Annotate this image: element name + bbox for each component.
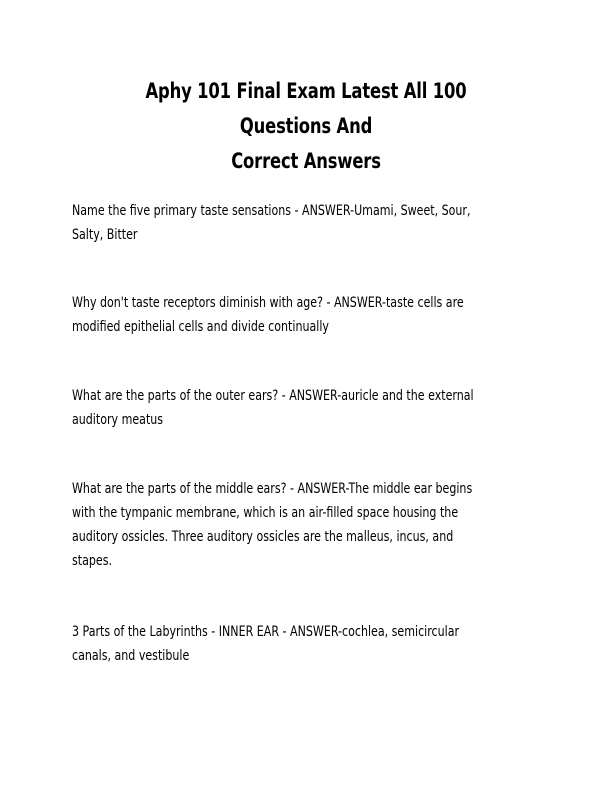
qa-line: What are the parts of the outer ears? - ANSWER-auricle and the external (72, 388, 474, 404)
qa-line: Salty, Bitter (72, 227, 138, 243)
qa-line: auditory meatus (72, 412, 164, 428)
qa-line: stapes. (72, 553, 112, 569)
qa-item-taste-receptors (72, 291, 546, 339)
title-line-2: Correct Answers (231, 149, 381, 173)
qa-item-middle-ear (72, 477, 546, 573)
qa-line: auditory ossicles. Three auditory ossicles are the malleus, incus, and (72, 529, 454, 545)
qa-line: 3 Parts of the Labyrinths - INNER EAR - ANSWER-cochlea, semicircular (72, 624, 460, 640)
qa-line: Name the five primary taste sensations - ANSWER-Umami, Sweet, Sour, (72, 203, 471, 219)
title-line-1: Aphy 101 Final Exam Latest All 100 Questions And (145, 79, 467, 138)
qa-item-outer-ear (72, 384, 546, 432)
qa-item-labyrinths (72, 620, 546, 668)
qa-line: canals, and vestibule (72, 648, 190, 664)
qa-line: What are the parts of the middle ears? - ANSWER-The middle ear begins (72, 481, 473, 497)
document-title (114, 74, 498, 179)
qa-line: with the tympanic membrane, which is an air-filled space housing the (72, 505, 459, 521)
qa-item-taste-sensations (72, 199, 546, 247)
qa-line: modified epithelial cells and divide continually (72, 319, 329, 335)
qa-line: Why don't taste receptors diminish with age? - ANSWER-taste cells are (72, 295, 464, 311)
